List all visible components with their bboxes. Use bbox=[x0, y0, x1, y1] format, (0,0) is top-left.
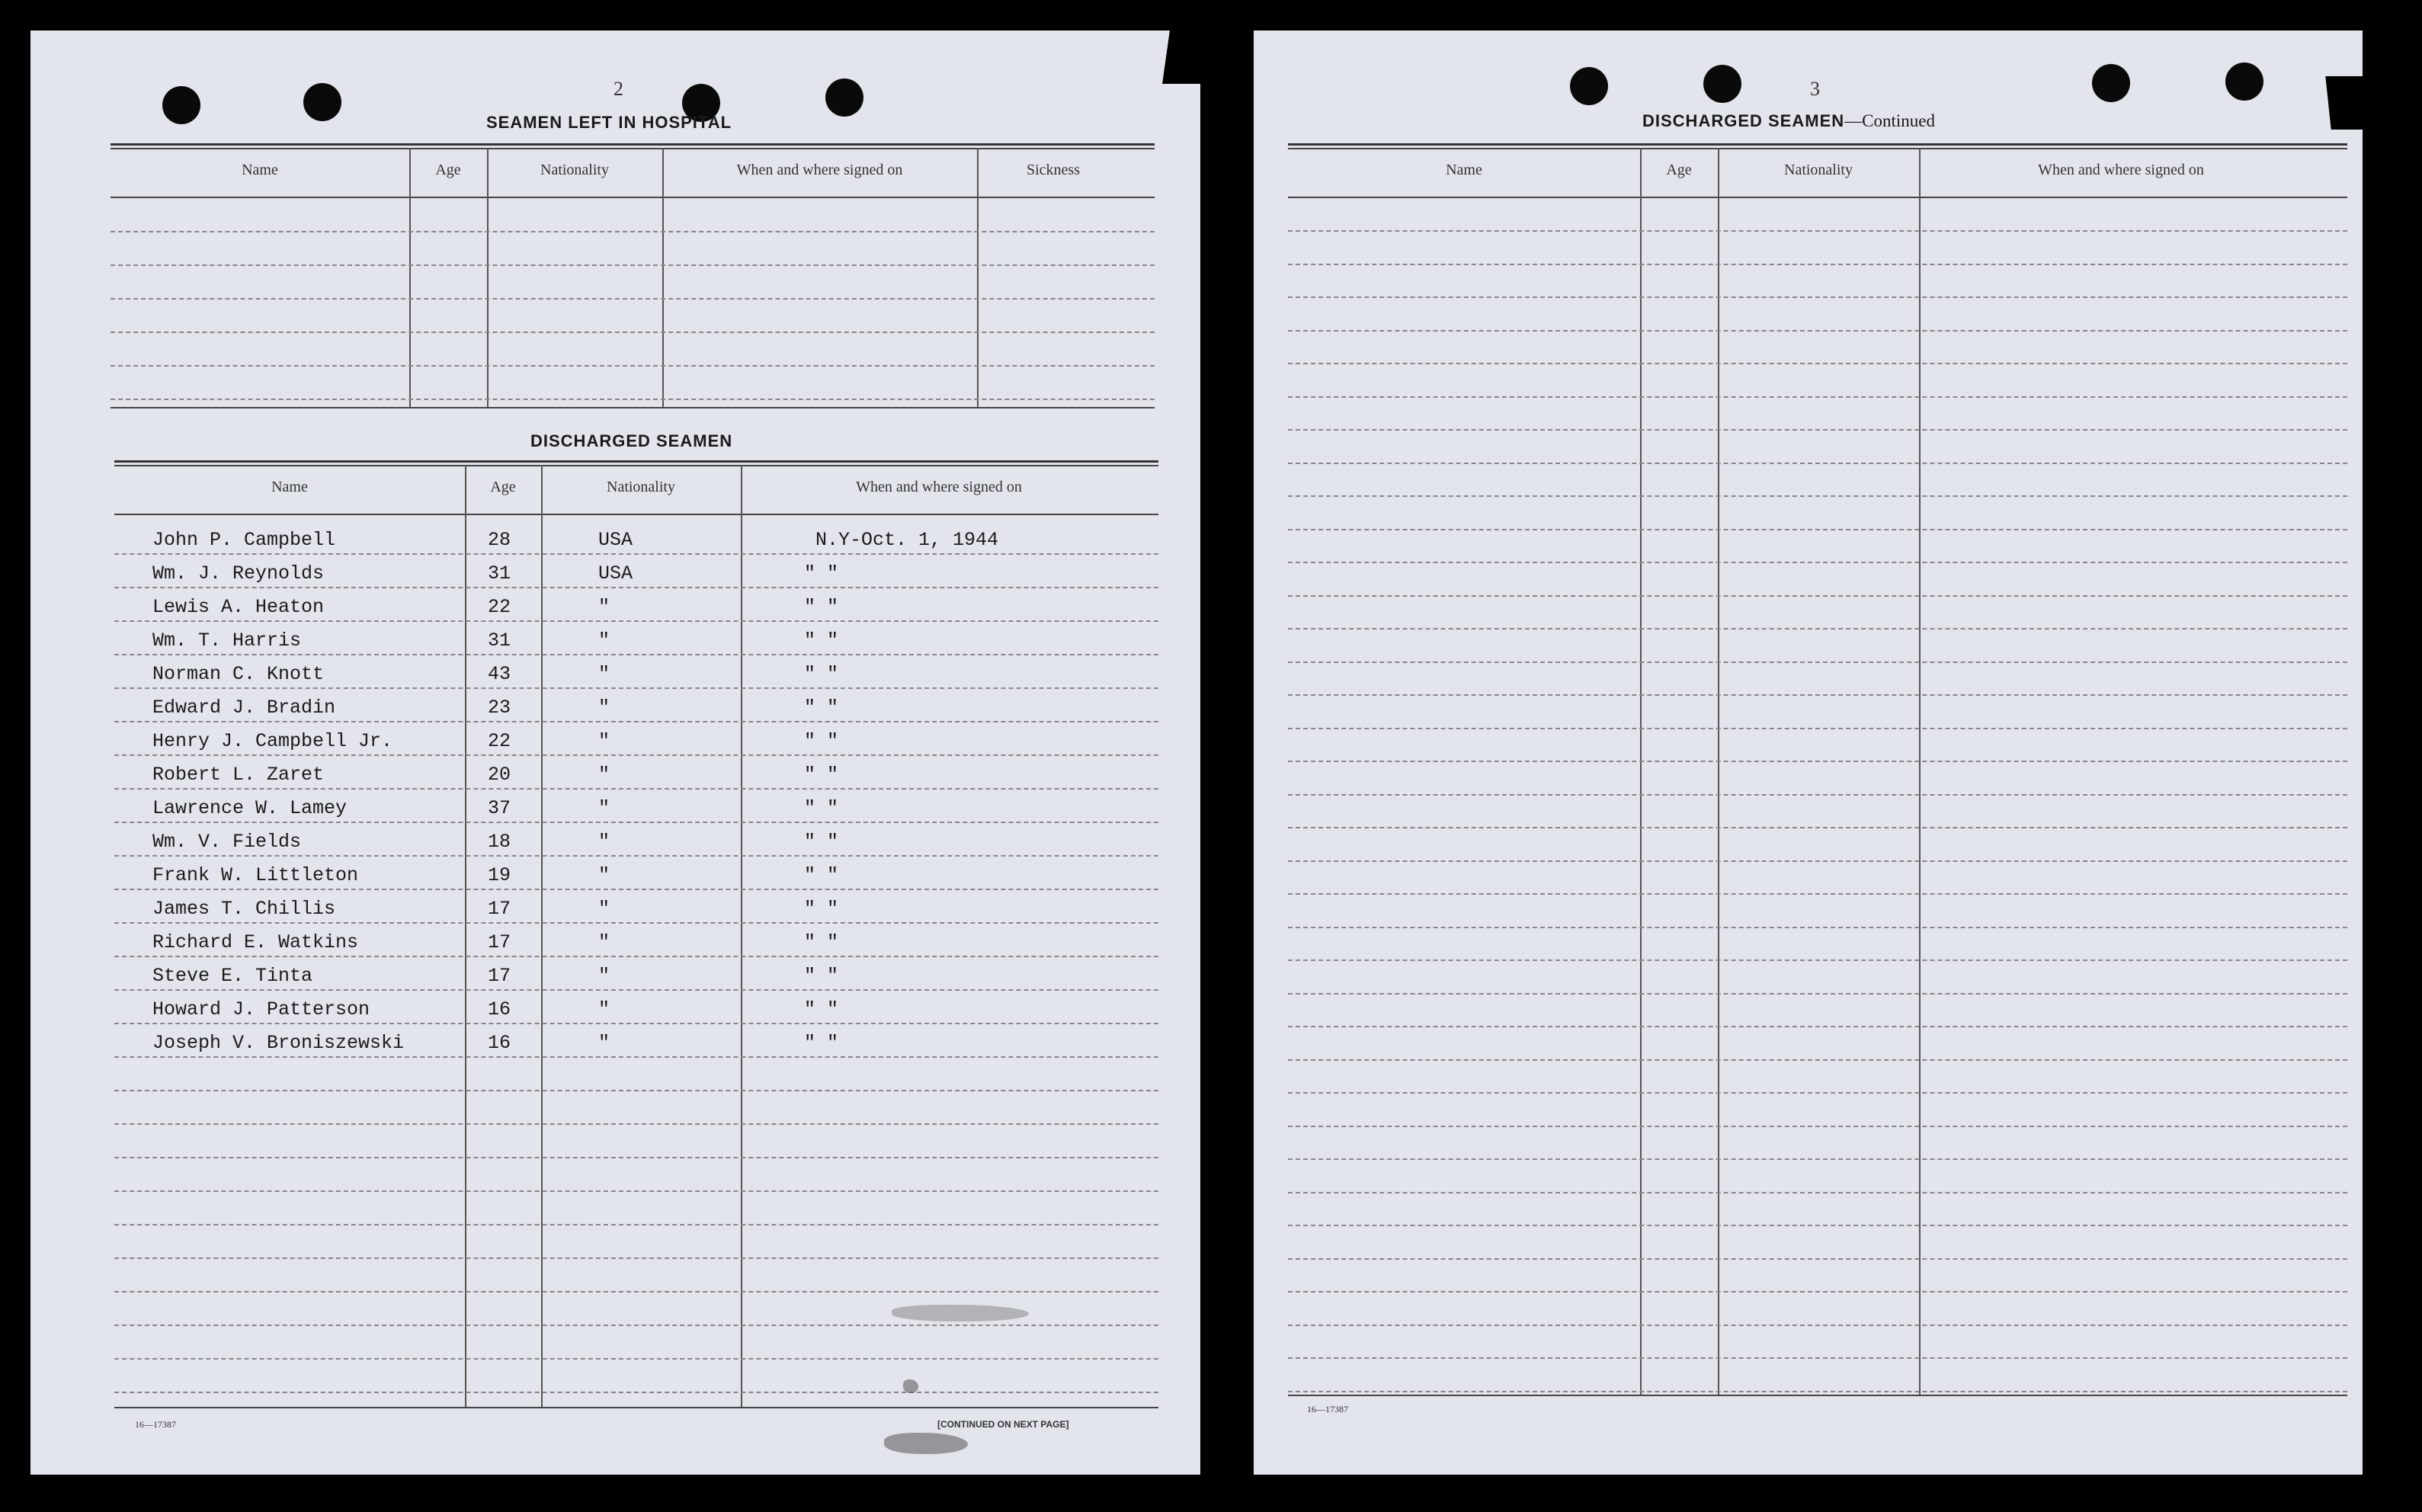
crew-age: 37 bbox=[488, 797, 511, 819]
crew-signed-on: " " bbox=[804, 562, 839, 585]
crew-age: 16 bbox=[488, 1032, 511, 1054]
crew-name: Richard E. Watkins bbox=[152, 931, 359, 953]
crew-signed-on: " " bbox=[804, 596, 839, 618]
crew-nationality: " bbox=[598, 965, 610, 987]
punch-hole bbox=[2225, 62, 2263, 101]
ink-smudge bbox=[884, 1433, 968, 1454]
crew-nationality: " bbox=[598, 931, 610, 953]
crew-nationality: " bbox=[598, 697, 610, 719]
crew-signed-on: " " bbox=[804, 831, 839, 853]
crew-name: Steve E. Tinta bbox=[152, 965, 313, 987]
punch-hole bbox=[162, 86, 200, 124]
crew-nationality: " bbox=[598, 864, 610, 886]
crew-signed-on: " " bbox=[804, 730, 839, 752]
crew-name: Robert L. Zaret bbox=[152, 764, 325, 786]
crew-name: Norman C. Knott bbox=[152, 663, 325, 685]
column-header-name: Name bbox=[271, 479, 308, 495]
punch-hole bbox=[1570, 67, 1608, 105]
punch-hole bbox=[2092, 64, 2130, 102]
crew-age: 17 bbox=[488, 931, 511, 953]
crew-name: Frank W. Littleton bbox=[152, 864, 359, 886]
crew-nationality: " bbox=[598, 831, 610, 853]
crew-name: Edward J. Bradin bbox=[152, 697, 336, 719]
crew-nationality: " bbox=[598, 998, 610, 1020]
column-header-signed-on: When and where signed on bbox=[2038, 162, 2204, 178]
crew-nationality: " bbox=[598, 730, 610, 752]
crew-age: 20 bbox=[488, 764, 511, 786]
punch-hole bbox=[1703, 65, 1741, 103]
column-header-name: Name bbox=[1446, 162, 1482, 178]
crew-nationality: " bbox=[598, 1032, 610, 1054]
crew-age: 43 bbox=[488, 663, 511, 685]
crew-age: 18 bbox=[488, 831, 511, 853]
crew-nationality: " bbox=[598, 898, 610, 920]
page-number: 2 bbox=[614, 78, 623, 100]
column-header-name: Name bbox=[242, 162, 278, 178]
continued-note: [CONTINUED ON NEXT PAGE] bbox=[937, 1419, 1069, 1430]
column-header-signed-on: When and where signed on bbox=[736, 162, 903, 178]
crew-age: 31 bbox=[488, 562, 511, 585]
crew-signed-on: " " bbox=[804, 1032, 839, 1054]
crew-age: 28 bbox=[488, 529, 511, 551]
crew-signed-on: N.Y-Oct. 1, 1944 bbox=[815, 529, 999, 551]
crew-nationality: " bbox=[598, 629, 610, 652]
column-header-age: Age bbox=[435, 162, 461, 178]
crew-age: 16 bbox=[488, 998, 511, 1020]
crew-name: John P. Campbell bbox=[152, 529, 336, 551]
crew-age: 19 bbox=[488, 864, 511, 886]
crew-signed-on: " " bbox=[804, 931, 839, 953]
crew-age: 23 bbox=[488, 697, 511, 719]
column-header-age: Age bbox=[490, 479, 516, 495]
crew-name: Lawrence W. Lamey bbox=[152, 797, 348, 819]
section-title-discharged-continued bbox=[1642, 111, 1935, 131]
crew-name: Lewis A. Heaton bbox=[152, 596, 325, 618]
form-number: 16—17387 bbox=[135, 1419, 176, 1430]
column-header-signed-on: When and where signed on bbox=[856, 479, 1022, 495]
crew-age: 17 bbox=[488, 898, 511, 920]
crew-signed-on: " " bbox=[804, 864, 839, 886]
crew-nationality: " bbox=[598, 797, 610, 819]
torn-edge bbox=[1162, 30, 1200, 84]
crew-name: Howard J. Patterson bbox=[152, 998, 370, 1020]
column-header-sickness: Sickness bbox=[1027, 162, 1080, 178]
crew-signed-on: " " bbox=[804, 898, 839, 920]
crew-age: 17 bbox=[488, 965, 511, 987]
punch-hole bbox=[303, 83, 341, 121]
crew-signed-on: " " bbox=[804, 998, 839, 1020]
crew-name: Wm. V. Fields bbox=[152, 831, 302, 853]
left-page bbox=[30, 30, 1200, 1475]
section-title-discharged: DISCHARGED SEAMEN bbox=[530, 431, 733, 450]
crew-signed-on: " " bbox=[804, 697, 839, 719]
crew-signed-on: " " bbox=[804, 965, 839, 987]
crew-name: Joseph V. Broniszewski bbox=[152, 1032, 405, 1054]
page-number: 3 bbox=[1810, 78, 1820, 100]
column-header-nationality: Nationality bbox=[1784, 162, 1853, 178]
crew-nationality: USA bbox=[598, 529, 633, 551]
column-header-nationality: Nationality bbox=[607, 479, 675, 495]
crew-name: James T. Chillis bbox=[152, 898, 336, 920]
title-text: DISCHARGED SEAMEN bbox=[1642, 111, 1845, 130]
ink-smudge bbox=[892, 1305, 1029, 1321]
crew-signed-on: " " bbox=[804, 797, 839, 819]
crew-age: 22 bbox=[488, 596, 511, 618]
crew-nationality: " bbox=[598, 764, 610, 786]
crew-nationality: " bbox=[598, 596, 610, 618]
torn-edge bbox=[2325, 76, 2363, 130]
crew-signed-on: " " bbox=[804, 663, 839, 685]
crew-nationality: " bbox=[598, 663, 610, 685]
title-suffix: —Continued bbox=[1844, 111, 1935, 130]
crew-name: Henry J. Campbell Jr. bbox=[152, 730, 393, 752]
section-title-hospital: SEAMEN LEFT IN HOSPITAL bbox=[486, 113, 732, 132]
ink-smudge bbox=[903, 1379, 918, 1393]
crew-signed-on: " " bbox=[804, 629, 839, 652]
column-header-nationality: Nationality bbox=[540, 162, 609, 178]
crew-name: Wm. T. Harris bbox=[152, 629, 302, 652]
crew-age: 31 bbox=[488, 629, 511, 652]
crew-name: Wm. J. Reynolds bbox=[152, 562, 325, 585]
right-page bbox=[1254, 30, 2363, 1475]
crew-signed-on: " " bbox=[804, 764, 839, 786]
crew-age: 22 bbox=[488, 730, 511, 752]
form-number: 16—17387 bbox=[1307, 1404, 1348, 1414]
punch-hole bbox=[825, 78, 863, 117]
column-header-age: Age bbox=[1666, 162, 1692, 178]
crew-nationality: USA bbox=[598, 562, 633, 585]
